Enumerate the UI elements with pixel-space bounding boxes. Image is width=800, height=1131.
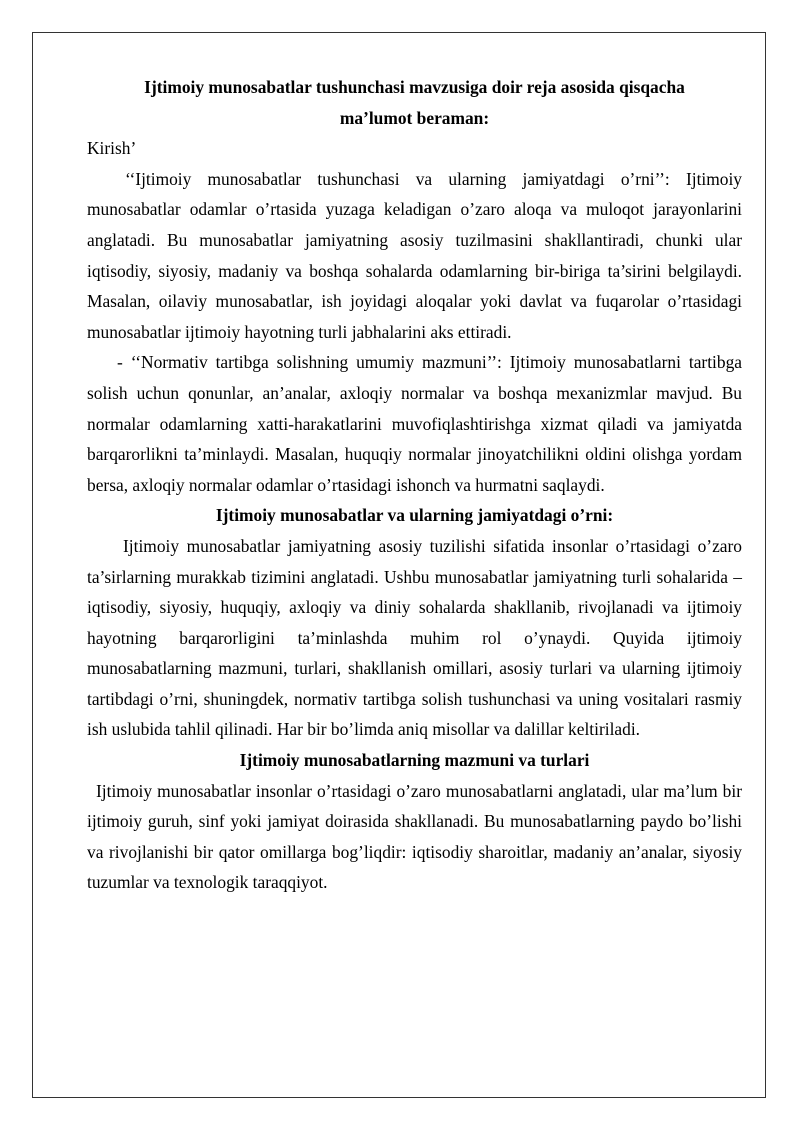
paragraph-normative-regulation: - ‘‘Normativ tartibga solishning umumiy mazmuni’’: Ijtimoiy munosabatlarni tartibga solish uchun qonunlar, an’analar, axloqiy normalar va boshqa mexanizmlar mavjud. Bu normalar odamlarning xatti-harakatlarini muvofiqlashtirishga xizmat qiladi va jamiyatda barqarorlikni ta’minlaydi. Masalan, huquqiy normalar jinoyatchilikni oldini olishga yordam bersa, axloqiy normalar odamlar o’rtasidagi ishonch va hurmatni saqlaydi.: [87, 352, 742, 495]
paragraph-social-relations-concept: ‘‘Ijtimoiy munosabatlar tushunchasi va ularning jamiyatdagi o’rni’’: Ijtimoiy munosabatlar odamlar o’rtasida yuzaga keladigan o’zaro aloqa va muloqot jarayonlarini anglatadi. Bu munosabatlar jamiyatning asosiy tuzilmasini shakllantiradi, chunki ular iqtisodiy, siyosiy, madaniy va boshqa sohalarda odamlarning bir-biriga ta’sirini belgilaydi. Masalan, oilaviy munosabatlar, ish joyidagi aloqalar yoki davlat va fuqarolar o’rtasidagi munosabatlar ijtimoiy hayotning turli jabhalarini aks ettiradi.: [87, 168, 742, 342]
section-heading-content-and-types: Ijtimoiy munosabatlarning mazmuni va turlari: [239, 750, 590, 771]
paragraph-social-structure: Ijtimoiy munosabatlar jamiyatning asosiy tuzilishi sifatida insonlar o’rtasidagi o’zaro ta’sirlarning murakkab tizimini anglatadi. Ushbu munosabatlar jamiyatning turli sohalarida – iqtisodiy, siyosiy, huquqiy, axloqiy va diniy sohalarda shakllanib, rivojlanadi va ijtimoiy hayotning barqarorligini ta’minlashda muhim rol o’ynaydi. Quyida ijtimoiy munosabatlarning mazmuni, turlari, shakllanish omillari, asosiy turlari va ularning ijtimoiy tartibdagi o’rni, shuningdek, normativ tartibga solish tushunchasi va uning vositalari rasmiy ish uslubida tahlil qilinadi. Har bir bo’limda aniq misollar va dalillar keltiriladi.: [87, 535, 742, 740]
paragraph-relations-meaning: Ijtimoiy munosabatlar insonlar o’rtasidagi o’zaro munosabatlarni anglatadi, ular ma’lum bir ijtimoiy guruh, sinf yoki jamiyat doirasida shakllanadi. Bu munosabatlarning paydo bo’lishi va rivojlanishi bir qator omillarga bog’liqdir: iqtisodiy sharoitlar, madaniy an’analar, siyosiy tuzumlar va texnologik taraqqiyot.: [87, 780, 742, 893]
document-title: Ijtimoiy munosabatlar tushunchasi mavzusiga doir reja asosida qisqacha ma’lumot beraman:: [144, 77, 685, 128]
section-heading-role-in-society: Ijtimoiy munosabatlar va ularning jamiyatdagi o’rni:: [215, 505, 614, 526]
document-body: [87, 72, 742, 898]
intro-label: Kirish’: [87, 138, 137, 159]
